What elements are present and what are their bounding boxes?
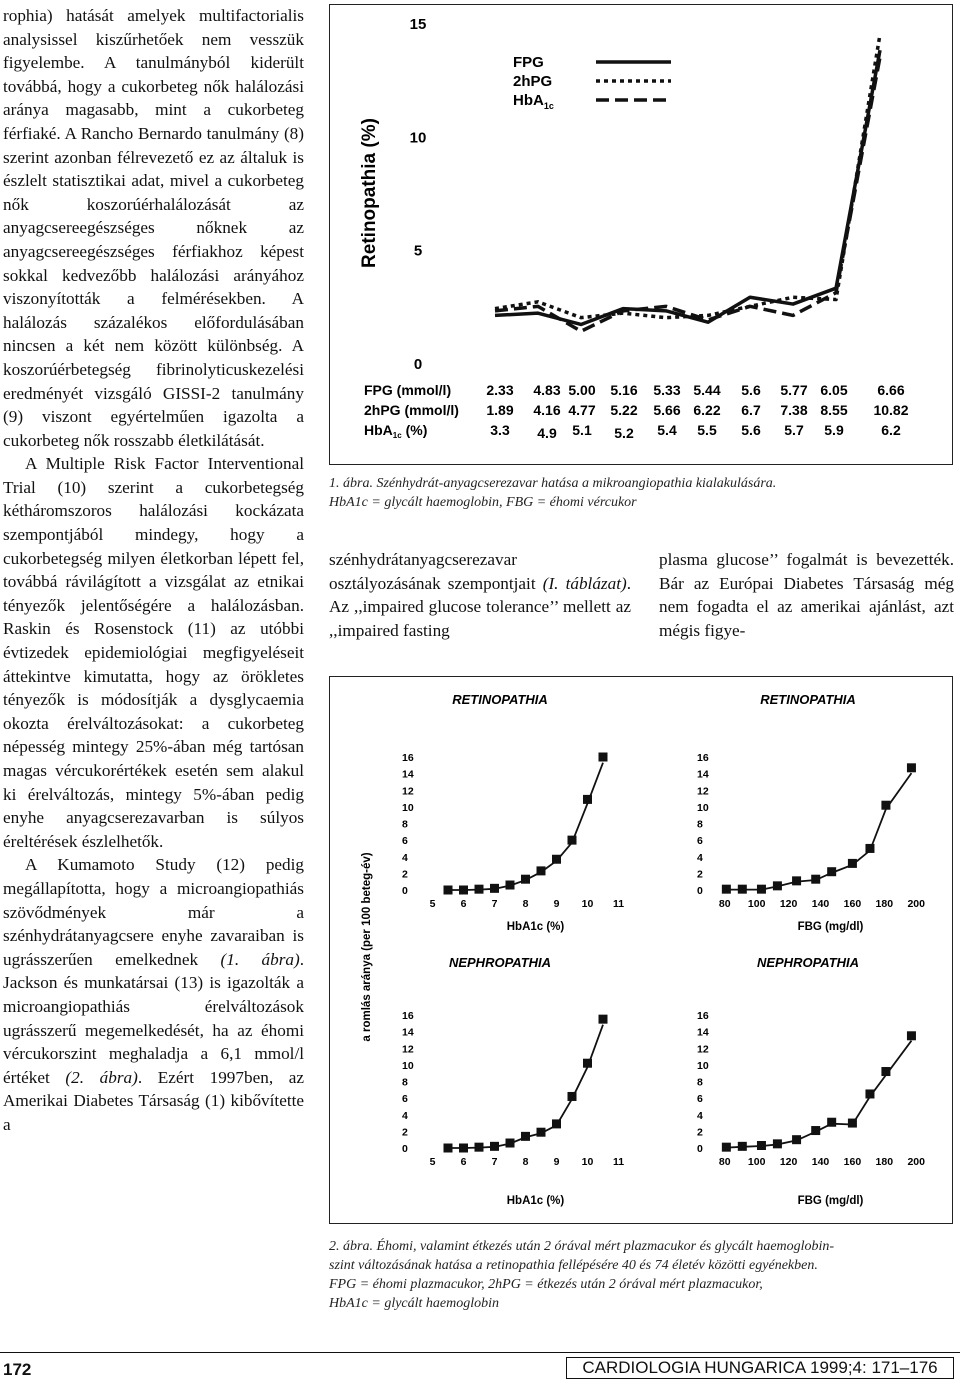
figure-2-xtick: 11 xyxy=(612,1156,625,1168)
paragraph-1: rophia) hatását amelyek multifactorialis analysissel kiszűrhetőek nem vesszük figyelembe. A tanulmányból kiderült továbbá, hogy a cukorbeteg nők halálozási aránya magasabb, mint a cukorbeteg férfiaké. A Rancho Bernardo tanulmány (8) szerint azonban félrevezető ez az általuk is észlelt statisztikai adat, mivel a cukorbeteg nők koszorúérhalálozását az anyagcsereegészséges nőknek az anyagcsereegészséges férfiakhoz képest sokkal kedvezőbb halálozási arányához viszonyították a felmérésekben. A halálozás százalékos előfordulásában nincsen a két nem között különbség. A koszorúérbetegség fibrinolyticuskezelési eredményét vizsgáló GISSI-2 tanulmány (9) viszont egyértelműen igazolta a cukorbeteg nők rosszabb életkilátását. xyxy=(3,6,304,450)
figure-2-ytick: 8 xyxy=(697,1076,703,1089)
figure-1-reference[interactable]: (1. ábra) xyxy=(220,949,300,969)
figure-1-table-value: 5.66 xyxy=(653,402,681,418)
figure-2-xtick: 160 xyxy=(843,1156,862,1168)
figure-2-xlabel: FBG (mg/dl) xyxy=(797,1195,864,1207)
figure-2-panel xyxy=(697,692,925,933)
figure-2-panel-title: RETINOPATHIA xyxy=(452,692,548,707)
figure-2-panel xyxy=(402,692,624,933)
figure-2-ytick: 14 xyxy=(697,1026,709,1039)
figure-1-table-value: 4.77 xyxy=(568,402,596,418)
figure-2-ytick: 6 xyxy=(402,1093,408,1106)
figure-2-data-point xyxy=(738,1142,747,1151)
figure-2-xtick: 100 xyxy=(747,898,766,910)
figure-2-data-point xyxy=(827,1118,836,1127)
figure-2-ytick: 8 xyxy=(402,1076,408,1089)
figure-2-data-point xyxy=(444,1144,453,1153)
figure-1-table-value: 10.82 xyxy=(873,402,909,418)
figure-2-ytick: 12 xyxy=(697,785,709,798)
figure-2-xtick: 6 xyxy=(460,898,467,910)
figure-2-data-point xyxy=(506,1139,515,1148)
figure-1-table-value: 6.7 xyxy=(741,402,761,418)
figure-2-data-point xyxy=(475,1143,484,1152)
footer-rule xyxy=(0,1352,960,1353)
figure-2-xtick: 6 xyxy=(460,1156,467,1168)
figure-2-data-point xyxy=(459,886,468,895)
figure-1-legend xyxy=(513,54,671,111)
figure-2-ytick: 6 xyxy=(402,835,408,848)
figure-2-data-point xyxy=(757,885,766,894)
figure-1-ytick: 0 xyxy=(413,356,423,373)
figure-2-ytick: 16 xyxy=(697,752,709,764)
figure-2-ytick: 16 xyxy=(402,1010,414,1022)
figure-1-table-value: 5.22 xyxy=(610,402,638,418)
figure-2-panels xyxy=(402,692,925,1207)
figure-2-xtick: 7 xyxy=(491,898,498,910)
figure-2-caption-line-3: FPG = éhomi plazmacukor, 2hPG = étkezés után 2 órával mért plazmacukor, xyxy=(329,1277,763,1292)
figure-1-series-hba1c xyxy=(495,57,880,331)
figure-2-data-point xyxy=(444,886,453,895)
figure-2-ytick: 2 xyxy=(697,868,703,881)
figure-1-caption xyxy=(329,474,776,512)
figure-1-xtable xyxy=(364,382,909,441)
figure-2-xlabel: HbA1c (%) xyxy=(506,1195,565,1207)
figure-1-ytick: 10 xyxy=(409,129,427,147)
figure-2-ylabel: a romlás aránya (per 100 beteg-év) xyxy=(361,852,373,1042)
paragraph-3 xyxy=(3,853,304,1136)
figure-2-xtick: 140 xyxy=(811,898,830,910)
figure-2-chart xyxy=(330,677,951,1222)
figure-2-data-point xyxy=(475,885,484,894)
figure-2-data-point xyxy=(537,866,546,875)
figure-2-ytick: 8 xyxy=(402,818,408,831)
mid-left-part-b: . Az ,,impaired glucose tolerance’’ mellett az ,,impaired fasting xyxy=(329,573,632,640)
paragraph-3-part-a: A Kumamoto Study (12) pedig megállapította, hogy a microangiopathiás szövődmények már a szénhydrátanyagcsere enyhe zavaraiban is ugrásszerűen emelkednek xyxy=(3,855,304,969)
figure-1-ytick: 15 xyxy=(409,16,427,33)
figure-2-ytick: 14 xyxy=(402,1026,414,1039)
figure-2-xtick: 180 xyxy=(875,898,894,910)
mid-right-column xyxy=(659,548,954,642)
figure-1-table-value: 2.33 xyxy=(486,382,514,398)
figure-2-xtick: 10 xyxy=(581,898,594,910)
figure-2-ytick: 8 xyxy=(697,818,703,831)
figure-1-table-value: 5.6 xyxy=(741,382,761,398)
figure-2-panel-title: NEPHROPATHIA xyxy=(448,955,552,970)
figure-2-xtick: 100 xyxy=(747,1156,766,1168)
mid-left-part-a: szénhydrátanyagcserezavar osztályozásának szempontjait xyxy=(329,550,543,593)
figure-2-panel xyxy=(697,955,925,1207)
figure-2-data-point xyxy=(848,1119,857,1128)
figure-1-legend-label: FPG xyxy=(513,54,544,71)
figure-1-table-value: 5.6 xyxy=(741,422,761,438)
figure-2-ytick: 0 xyxy=(402,1143,408,1155)
figure-1-table-value: 6.2 xyxy=(881,422,901,438)
figure-2-xtick: 9 xyxy=(553,1156,560,1168)
figure-1-table-value: 5.9 xyxy=(824,422,844,438)
figure-2-caption-line-4: HbA1c = glycált haemoglobin xyxy=(329,1296,500,1311)
left-column xyxy=(3,4,304,1137)
figure-2-xtick: 140 xyxy=(811,1156,830,1168)
figure-2-ytick: 12 xyxy=(402,785,414,798)
figure-2-xtick: 8 xyxy=(522,1156,529,1168)
figure-1-table-value: 5.4 xyxy=(657,422,677,438)
figure-2-xlabel: FBG (mg/dl) xyxy=(797,921,864,933)
figure-1-table-value: 5.1 xyxy=(572,422,592,438)
figure-2-ytick: 12 xyxy=(402,1043,414,1056)
figure-2-data-point xyxy=(757,1141,766,1150)
figure-2-xtick: 8 xyxy=(522,898,529,910)
figure-2-xtick: 10 xyxy=(581,1156,594,1168)
table-1-reference[interactable]: (I. táblázat) xyxy=(542,573,627,593)
figure-2-ytick: 10 xyxy=(402,1059,414,1072)
figure-2-ytick: 6 xyxy=(697,835,703,848)
figure-2-ytick: 14 xyxy=(402,768,414,781)
figure-2-xtick: 120 xyxy=(779,898,798,910)
mid-left-column xyxy=(329,548,631,642)
page-footer xyxy=(0,1352,960,1384)
figure-2-data-point xyxy=(506,881,515,890)
figure-2-ytick: 2 xyxy=(697,1126,703,1139)
figure-1-table-value: 6.66 xyxy=(877,382,905,398)
figure-1-table-value: 5.77 xyxy=(780,382,808,398)
figure-2-data-point xyxy=(881,801,890,810)
figure-2-reference[interactable]: (2. ábra) xyxy=(65,1067,138,1087)
figure-1-table-value: 6.22 xyxy=(693,402,721,418)
figure-2-caption xyxy=(329,1237,834,1313)
figure-2-data-point xyxy=(568,1092,577,1101)
figure-2-ytick: 0 xyxy=(402,885,408,897)
figure-2-fit-curve xyxy=(448,763,603,890)
figure-2-xtick: 11 xyxy=(612,898,625,910)
figure-2-data-point xyxy=(490,884,499,893)
figure-2-data-point xyxy=(811,875,820,884)
figure-1-table-value: 7.38 xyxy=(780,402,808,418)
figure-2-panel xyxy=(402,955,624,1207)
figure-2-data-point xyxy=(568,836,577,845)
figure-1-table-value: 4.16 xyxy=(533,402,561,418)
figure-2-ytick: 12 xyxy=(697,1043,709,1056)
figure-1-table-value: 8.55 xyxy=(820,402,848,418)
figure-1-yticks xyxy=(410,16,427,373)
figure-2-data-point xyxy=(907,1031,916,1040)
figure-1-series xyxy=(495,34,880,331)
figure-2-ytick: 6 xyxy=(697,1093,703,1106)
figure-1-ytick: 5 xyxy=(413,242,423,260)
figure-2-xtick: 5 xyxy=(429,898,436,910)
figure-2-data-point xyxy=(599,753,608,762)
figure-2-xtick: 9 xyxy=(553,898,560,910)
figure-2-data-point xyxy=(792,1135,801,1144)
figure-2-data-point xyxy=(773,1139,782,1148)
figure-1-series-fpg xyxy=(495,50,880,324)
figure-2-data-point xyxy=(521,1132,530,1141)
figure-1-caption-line-2: HbA1c = glycált haemoglobin, FBG = éhomi vércukor xyxy=(329,495,637,510)
figure-2-data-point xyxy=(792,876,801,885)
figure-2-fit-curve xyxy=(726,773,911,890)
figure-2-data-point xyxy=(881,1067,890,1076)
figure-2-data-point xyxy=(552,855,561,864)
paragraph-3-part-c: . Ezért 1997ben, az Amerikai Diabetes Társaság (1) kibővítette a xyxy=(3,1067,304,1134)
figure-2-data-point xyxy=(722,1143,731,1152)
figure-2-data-point xyxy=(583,1059,592,1068)
paragraph-2: A Multiple Risk Factor Interventional Trial (10) szerint a cukorbetegség kétháromszoros halálozási kockázata szempontjából mindegy, hogy a cukorbetegség milyen életkorban lépett fel, továbbá rávilágított a vizsgálat az etnikai tényezők jelentőségére a halálozásban. Raskin és Rosenstock (11) az utóbbi évtizedek epidemiológiai megfigyeléseit áttekintve kimutatta, hogy az örökletes tényezők is módosítják a dysglycaemia okozta érelváltozásokat: a cukorbeteg népesség mintegy 25%-ában még tartósan magas vércukorértékek esetén sem alakul ki érelváltozás, mintegy 5%-ában pedig enyhe anyagcserezavarban is súlyos éreltérések észlelhetők. xyxy=(3,454,304,851)
figure-2-ytick: 0 xyxy=(697,885,703,897)
figure-1-ylabel: Retinopathia (%) xyxy=(359,118,380,268)
figure-2-xlabel: HbA1c (%) xyxy=(506,921,565,933)
figure-2-xtick: 200 xyxy=(907,898,926,910)
figure-2-data-point xyxy=(907,763,916,772)
figure-2-xtick: 7 xyxy=(491,1156,498,1168)
figure-2-ytick: 10 xyxy=(697,801,709,814)
figure-2-xtick: 80 xyxy=(718,1156,731,1168)
figure-2-ytick: 10 xyxy=(402,801,414,814)
figure-2-fit-curve xyxy=(448,1025,603,1148)
figure-2-xtick: 5 xyxy=(429,1156,436,1168)
figure-2-xtick: 120 xyxy=(779,1156,798,1168)
figure-1-table-value: 5.7 xyxy=(784,422,804,438)
figure-2-ytick: 4 xyxy=(697,1109,703,1122)
figure-2-data-point xyxy=(722,885,731,894)
figure-2-ytick: 14 xyxy=(697,768,709,781)
figure-2-data-point xyxy=(537,1128,546,1137)
figure-2-ytick: 2 xyxy=(402,1126,408,1139)
figure-1-legend-label: HbA$_{1c}$ xyxy=(513,92,554,111)
figure-1 xyxy=(329,4,953,465)
figure-1-table-value: 6.05 xyxy=(820,382,848,398)
figure-1-legend-label: 2hPG xyxy=(513,73,553,90)
figure-1-caption-line-1: 1. ábra. Szénhydrát-anyagcserezavar hatása a mikroangiopathia kialakulására. xyxy=(329,476,777,491)
figure-2-ytick: 4 xyxy=(402,851,408,864)
figure-1-table-value: 5.33 xyxy=(653,382,681,398)
figure-2-caption-line-1: 2. ábra. Éhomi, valamint étkezés után 2 órával mért plazmacukor és glycált haemoglobin- xyxy=(329,1239,835,1254)
figure-1-table-value: 5.5 xyxy=(697,422,717,438)
journal-citation: CARDIOLOGIA HUNGARICA 1999;4: 171–176 xyxy=(566,1357,954,1379)
figure-2-xtick: 160 xyxy=(843,898,862,910)
figure-2-data-point xyxy=(848,859,857,868)
figure-1-table-value: 5.16 xyxy=(610,382,638,398)
figure-2-xtick: 180 xyxy=(875,1156,894,1168)
figure-2-data-point xyxy=(459,1144,468,1153)
figure-2-ytick: 16 xyxy=(697,1010,709,1022)
figure-2-data-point xyxy=(599,1015,608,1024)
figure-2 xyxy=(329,676,953,1224)
figure-2-data-point xyxy=(583,795,592,804)
figure-2-data-point xyxy=(865,1089,874,1098)
figure-1-table-value: 5.00 xyxy=(568,382,596,398)
figure-2-data-point xyxy=(490,1142,499,1151)
mid-right-paragraph: plasma glucose’’ fogalmát is bevezették. Bár az Európai Diabetes Társaság még nem fogadta el az amerikai ajánlást, azt mégis figye- xyxy=(659,550,954,640)
mid-left-paragraph xyxy=(329,548,631,642)
figure-2-data-point xyxy=(773,881,782,890)
page-number: 172 xyxy=(3,1360,32,1379)
figure-2-ytick: 4 xyxy=(402,1109,408,1122)
figure-2-data-point xyxy=(827,867,836,876)
figure-2-data-point xyxy=(811,1126,820,1135)
figure-1-table-value: 5.2 xyxy=(614,425,634,441)
figure-2-data-point xyxy=(865,844,874,853)
figure-2-ytick: 16 xyxy=(402,752,414,764)
figure-1-table-value: 3.3 xyxy=(490,422,510,438)
figure-2-ytick: 4 xyxy=(697,851,703,864)
figure-1-row-label: 2hPG (mmol/l) xyxy=(364,402,459,418)
figure-1-row-label: FPG (mmol/l) xyxy=(364,382,452,398)
figure-1-table-value: 4.9 xyxy=(537,425,557,441)
figure-2-xtick: 80 xyxy=(718,898,731,910)
paragraph-3-part-b: . Jackson és munkatársai (13) is igazolták a microangiopathiás érelváltozások ugrásszerű megemelkedését, ha az éhomi vércukorszint meghaladja a 6,1 mmol/l értéket xyxy=(3,949,305,1087)
figure-1-table-value: 4.83 xyxy=(533,382,561,398)
figure-2-data-point xyxy=(521,875,530,884)
figure-1-table-value: 1.89 xyxy=(486,402,514,418)
figure-2-panel-title: NEPHROPATHIA xyxy=(756,955,860,970)
figure-2-caption-line-2: szint változásának hatása a retinopathia fellépésére 40 és 74 életév közötti egyénekben. xyxy=(329,1258,818,1273)
figure-1-row-label: HbA$_{1c}$ (%) xyxy=(364,422,428,440)
figure-2-ytick: 2 xyxy=(402,868,408,881)
figure-2-ytick: 0 xyxy=(697,1143,703,1155)
figure-2-data-point xyxy=(552,1119,561,1128)
figure-1-chart xyxy=(330,5,951,463)
figure-1-series-2hpg xyxy=(495,34,880,317)
figure-2-ytick: 10 xyxy=(697,1059,709,1072)
figure-1-table-value: 5.44 xyxy=(693,382,721,398)
figure-2-panel-title: RETINOPATHIA xyxy=(760,692,856,707)
figure-2-xtick: 200 xyxy=(907,1156,926,1168)
figure-2-data-point xyxy=(738,885,747,894)
